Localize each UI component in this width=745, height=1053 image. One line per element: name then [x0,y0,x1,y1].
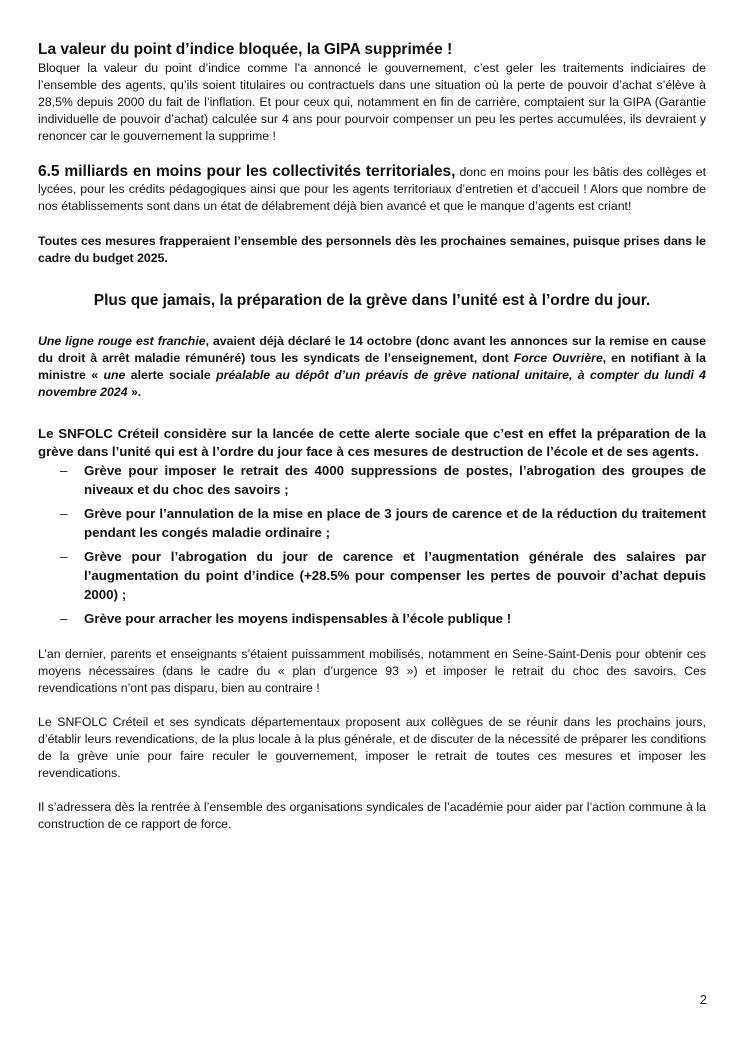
strike-item [38,504,706,542]
dash-bullet: – [60,611,68,626]
strike-item [38,461,706,499]
section-body-gipa: Bloquer la valeur du point d’indice comme l’a annoncé le gouvernement, c’est geler les traitements indiciaires de l’ensemble des agents, qu’ils soient titulaires ou contractuels dans une situation où la perte de pouvoir d’achat s’élève à 28,5% depuis 2000 du fait de l’inflation. Et pour ceux qui, notamment en fin de carrière, comptaient sur la GIPA (Garantie individuelle de pouvoir d’achat) calculée sur 4 ans pour pourvoir compenser un peu les pertes accumulées, ils devraient y renoncer car le gouvernement la supprime ! [38,61,706,143]
section-lead-collectivites: 6.5 milliards en moins pour les collectivités territoriales, [38,163,456,180]
document-page [38,40,706,833]
centered-heading: Plus que jamais, la préparation de la grève dans l’unité est à l’ordre du jour. [93,292,651,309]
paragraph-rentree: Il s’adressera dès la rentrée à l’ensemble des organisations syndicales de l’académie pour aider par l’action commune à la construction de ce rapport de force. [38,800,706,831]
strike-item-text: Grève pour imposer le retrait des 4000 suppressions de postes, l’abrogation des groupes de niveaux et du choc des savoirs ; [84,463,706,497]
strike-item-text: Grève pour arracher les moyens indispensables à l’école publique ! [84,611,512,626]
section-body-collectivites: donc en moins pour les bâtis des collèges et lycées, pour les crédits pédagogiques ainsi que pour les agents territoriaux d’entretien et d’accueil ! Alors que nombre de nos établissements sont dans un état de délabrement déjà bien avancé et que le manque d’agents est criant! [38,165,706,213]
section-collectivites [38,163,706,215]
section-gipa [38,40,706,145]
quote-italic-fo: Force Ouvrière [513,351,603,365]
strike-item-text: Grève pour l’abrogation du jour de carence et l’augmentation générale des salaires par l’augmentation du point d’indice (+28.5% pour compenser les pertes de pouvoir d’achat depuis 2000) ; [84,549,706,602]
dash-bullet: – [60,506,68,521]
snfolc-intro: Le SNFOLC Créteil considère sur la lancée de cette alerte sociale que c’est en effet la préparation de la grève dans l’unité qui est à l’ordre du jour face à ces mesures de destruction de l’école et de ses agents. [38,426,706,459]
strike-item-text: Grève pour l’annulation de la mise en place de 3 jours de carence et de la réduction du traitement pendant les congés maladie ordinaire ; [84,506,706,540]
dash-bullet: – [60,549,68,564]
quote-italic-une: une [103,368,126,382]
paragraph-propose: Le SNFOLC Créteil et ses syndicats départementaux proposent aux collègues de se réunir dans les prochains jours, d’établir leurs revendications, de la plus locale à la plus générale, et de discuter de la nécessité de préparer les conditions de la grève unie pour faire reculer le gouvernement, imposer le retrait de toutes ces mesures et imposer les revendications. [38,715,706,780]
quote-part-1: , avaient déjà déclaré le 14 octobre (donc avant les annonces sur la remise en cause du droit à arrêt maladie rémunéré) tous les syndicats de l’enseignement, dont [38,334,706,365]
quote-paragraph [38,333,706,401]
measures-note: Toutes ces mesures frapperaient l’ensemble des personnels dès les prochaines semaines, puisque prises dans le cadre du budget 2025. [38,234,706,265]
quote-part-2: , en notifiant à la ministre « [38,351,707,382]
quote-part-3: alerte sociale [125,368,217,382]
strike-item [38,547,706,604]
quote-italic-lead: Une ligne rouge est franchie [38,334,206,348]
strike-list [38,461,706,628]
paragraph-last-year: L’an dernier, parents et enseignants s’étaient puissamment mobilisés, notamment en Seine-Saint-Denis pour obtenir ces moyens nécessaires (dans le cadre du « plan d’urgence 93 ») et imposer le retrait du choc des savoirs. Ces revendications n’ont pas disparu, bien au contraire ! [38,647,706,695]
quote-italic-tail: préalable au dépôt d’un préavis de grève national unitaire, à compter du lundi 4 novembre 2024 [38,368,707,399]
page-number: 2 [699,992,707,1007]
section-title-gipa: La valeur du point d’indice bloquée, la GIPA supprimée ! [38,41,453,58]
dash-bullet: – [60,463,68,478]
strike-item [38,609,706,628]
quote-part-4: ». [127,385,142,399]
